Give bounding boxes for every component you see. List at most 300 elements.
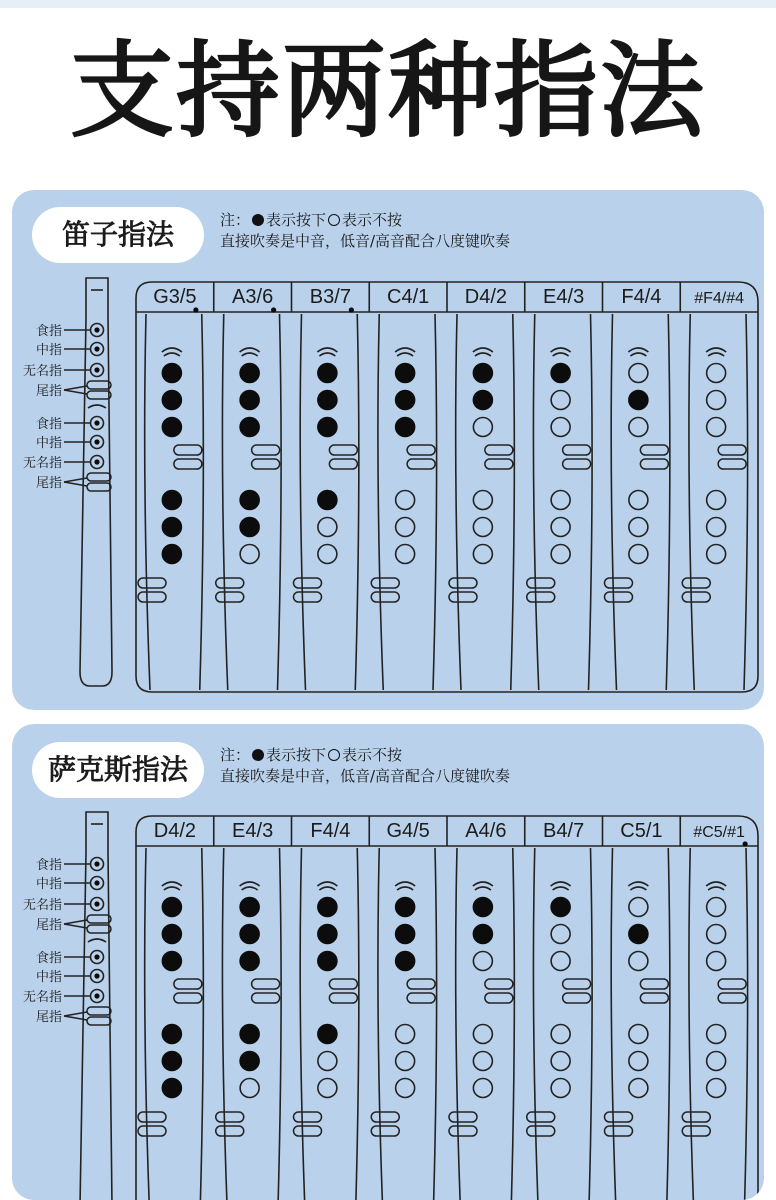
instrument-hole-center bbox=[95, 368, 99, 372]
pressed-hole bbox=[318, 1025, 337, 1044]
tube-left-edge bbox=[456, 314, 461, 690]
pressed-text: 表示按下 bbox=[266, 211, 327, 229]
pressed-hole bbox=[396, 925, 415, 944]
open-hole bbox=[707, 952, 726, 971]
open-hole bbox=[707, 518, 726, 537]
tube-right-edge bbox=[511, 848, 515, 1200]
column-note-label: A4/6 bbox=[465, 820, 507, 842]
low-key bbox=[527, 592, 555, 602]
pinky-key-oval bbox=[87, 915, 111, 923]
finger-label: 食指 bbox=[35, 858, 62, 873]
thumb-arc bbox=[706, 882, 726, 886]
pinky-key-oval bbox=[87, 925, 111, 933]
tube-left-edge bbox=[378, 848, 383, 1200]
thumb-arc bbox=[162, 882, 182, 886]
tube-left-edge bbox=[689, 314, 694, 690]
open-hole bbox=[473, 1052, 492, 1071]
pressed-hole bbox=[162, 1052, 181, 1071]
pressed-hole bbox=[396, 898, 415, 917]
tube-left-edge bbox=[533, 848, 538, 1200]
finger-label: 尾指 bbox=[35, 476, 62, 491]
tube-left-edge bbox=[456, 848, 461, 1200]
column-note-label: B3/7 bbox=[309, 286, 351, 308]
open-hole bbox=[473, 952, 492, 971]
pressed-hole bbox=[240, 391, 259, 410]
open-hole bbox=[473, 418, 492, 437]
pressed-hole bbox=[318, 391, 337, 410]
column-note-label: E4/3 bbox=[543, 286, 585, 308]
low-key bbox=[216, 578, 244, 588]
thumb-arc bbox=[551, 882, 571, 886]
pressed-hole bbox=[318, 491, 337, 510]
pinky-key bbox=[252, 993, 280, 1003]
instrument-hole-center bbox=[95, 328, 99, 332]
pressed-hole bbox=[240, 1025, 259, 1044]
tube-right-edge bbox=[744, 314, 748, 690]
pinky-key bbox=[329, 459, 357, 469]
open-hole bbox=[707, 1079, 726, 1098]
thumb-arc bbox=[628, 882, 648, 886]
pressed-hole bbox=[240, 898, 259, 917]
pinky-key bbox=[252, 445, 280, 455]
column-note-label: #F4/#4 bbox=[694, 290, 745, 307]
pressed-hole bbox=[162, 518, 181, 537]
pinky-key bbox=[485, 979, 513, 989]
pressed-hole bbox=[318, 364, 337, 383]
octave-note: 直接吹奏是中音，低音/高音配合八度键吹奏 bbox=[220, 232, 511, 250]
open-hole bbox=[551, 391, 570, 410]
octave-dot bbox=[272, 308, 276, 312]
open-hole bbox=[551, 491, 570, 510]
thumb-arc-inner bbox=[708, 353, 724, 356]
sax-fingering-panel bbox=[12, 724, 764, 1200]
pressed-hole bbox=[473, 925, 492, 944]
finger-label: 尾指 bbox=[35, 384, 62, 399]
leader-line bbox=[64, 386, 87, 390]
low-key bbox=[138, 1112, 166, 1122]
low-key bbox=[682, 578, 710, 588]
pressed-hole bbox=[396, 418, 415, 437]
low-key bbox=[449, 592, 477, 602]
octave-dot bbox=[350, 308, 354, 312]
pressed-hole bbox=[162, 1025, 181, 1044]
open-hole bbox=[707, 364, 726, 383]
column-note-label: A3/6 bbox=[232, 286, 274, 308]
thumb-arc-inner bbox=[553, 887, 569, 890]
low-key bbox=[527, 1112, 555, 1122]
tube-left-edge bbox=[611, 314, 616, 690]
pressed-hole bbox=[162, 418, 181, 437]
pinky-key bbox=[174, 993, 202, 1003]
open-hole bbox=[629, 1025, 648, 1044]
low-key bbox=[138, 578, 166, 588]
leader-line bbox=[64, 920, 87, 924]
low-key bbox=[371, 1126, 399, 1136]
open-hole bbox=[629, 491, 648, 510]
low-key bbox=[527, 1126, 555, 1136]
column-note-label: F4/4 bbox=[621, 286, 662, 308]
low-key bbox=[682, 1126, 710, 1136]
tube-left-edge bbox=[378, 314, 383, 690]
pinky-key bbox=[563, 993, 591, 1003]
column-note-label: G4/5 bbox=[386, 820, 430, 842]
thumb-arc bbox=[162, 348, 182, 352]
low-key bbox=[371, 1112, 399, 1122]
thumb-arc bbox=[395, 882, 415, 886]
thumb-arc-inner bbox=[164, 887, 180, 890]
pressed-hole bbox=[473, 898, 492, 917]
not-pressed-text: 表示不按 bbox=[342, 746, 403, 764]
open-hole bbox=[707, 391, 726, 410]
pressed-hole bbox=[162, 364, 181, 383]
thumb-arc-inner bbox=[319, 887, 335, 890]
tube-left-edge bbox=[222, 314, 227, 690]
top-strip bbox=[0, 0, 776, 8]
low-key bbox=[371, 578, 399, 588]
pinky-key bbox=[485, 459, 513, 469]
thumb-arc bbox=[395, 348, 415, 352]
open-hole bbox=[707, 418, 726, 437]
thumb-arc bbox=[473, 348, 493, 352]
thumb-arc bbox=[628, 348, 648, 352]
column-note-label: E4/3 bbox=[232, 820, 274, 842]
open-hole bbox=[551, 518, 570, 537]
tube-right-edge bbox=[355, 314, 359, 690]
open-hole bbox=[396, 491, 415, 510]
instrument-hole-center bbox=[95, 862, 99, 866]
thumb-arc bbox=[473, 882, 493, 886]
open-hole bbox=[629, 1052, 648, 1071]
tube-right-edge bbox=[666, 848, 670, 1200]
low-key bbox=[294, 1112, 322, 1122]
finger-label: 食指 bbox=[35, 951, 62, 966]
open-hole bbox=[707, 491, 726, 510]
tube-right-edge bbox=[589, 314, 593, 690]
tube-right-edge bbox=[200, 848, 204, 1200]
tube-left-edge bbox=[300, 314, 305, 690]
low-key bbox=[138, 592, 166, 602]
pinky-key bbox=[485, 993, 513, 1003]
finger-label: 中指 bbox=[35, 877, 62, 892]
open-hole bbox=[551, 1025, 570, 1044]
open-hole bbox=[629, 1079, 648, 1098]
low-key bbox=[294, 578, 322, 588]
open-hole bbox=[707, 1025, 726, 1044]
open-hole bbox=[473, 491, 492, 510]
octave-dot bbox=[194, 308, 198, 312]
open-hole bbox=[707, 1052, 726, 1071]
tube-left-edge bbox=[222, 848, 227, 1200]
pressed-hole bbox=[162, 925, 181, 944]
pressed-text: 表示按下 bbox=[266, 746, 327, 764]
tube-left-edge bbox=[533, 314, 538, 690]
chart-frame bbox=[136, 282, 758, 692]
pinky-key bbox=[640, 979, 668, 989]
pressed-hole bbox=[551, 364, 570, 383]
low-key bbox=[605, 578, 633, 588]
not-pressed-text: 表示不按 bbox=[342, 211, 403, 229]
note-prefix: 注： bbox=[220, 746, 251, 764]
open-hole bbox=[551, 1079, 570, 1098]
finger-label: 无名指 bbox=[22, 990, 62, 1005]
finger-label: 食指 bbox=[35, 417, 62, 432]
pinky-key bbox=[407, 979, 435, 989]
open-hole bbox=[473, 545, 492, 564]
pressed-hole bbox=[162, 952, 181, 971]
open-hole bbox=[396, 1025, 415, 1044]
open-hole bbox=[396, 545, 415, 564]
instrument-hole-center bbox=[95, 347, 99, 351]
pressed-hole bbox=[162, 391, 181, 410]
low-key bbox=[449, 1112, 477, 1122]
pinky-key bbox=[329, 993, 357, 1003]
pressed-hole bbox=[162, 1079, 181, 1098]
pressed-hole bbox=[162, 545, 181, 564]
open-hole bbox=[396, 1079, 415, 1098]
finger-label: 中指 bbox=[35, 343, 62, 358]
pressed-hole bbox=[240, 1052, 259, 1071]
open-hole bbox=[707, 925, 726, 944]
pinky-key-oval bbox=[87, 391, 111, 399]
pressed-hole bbox=[551, 898, 570, 917]
pressed-hole bbox=[240, 952, 259, 971]
octave-note: 直接吹奏是中音，低音/高音配合八度键吹奏 bbox=[220, 767, 511, 785]
thumb-arc bbox=[240, 348, 260, 352]
open-hole bbox=[240, 545, 259, 564]
pressed-hole bbox=[240, 925, 259, 944]
pinky-key-oval bbox=[87, 1017, 111, 1025]
pressed-hole bbox=[318, 952, 337, 971]
pinky-key bbox=[718, 459, 746, 469]
tube-right-edge bbox=[744, 848, 748, 1200]
pinky-key bbox=[563, 459, 591, 469]
pressed-hole bbox=[473, 391, 492, 410]
finger-label: 无名指 bbox=[22, 364, 62, 379]
thumb-arc-inner bbox=[630, 353, 646, 356]
pressed-hole bbox=[240, 491, 259, 510]
pressed-hole bbox=[318, 418, 337, 437]
panel-title: 萨克斯指法 bbox=[32, 742, 204, 798]
pinky-key bbox=[174, 445, 202, 455]
low-key bbox=[216, 1112, 244, 1122]
pinky-key bbox=[718, 445, 746, 455]
low-key bbox=[682, 1112, 710, 1122]
thumb-arc bbox=[88, 939, 106, 942]
low-key bbox=[527, 578, 555, 588]
open-hole bbox=[473, 518, 492, 537]
pressed-hole bbox=[629, 391, 648, 410]
thumb-arc bbox=[551, 348, 571, 352]
low-key bbox=[294, 592, 322, 602]
open-hole bbox=[551, 925, 570, 944]
pinky-key bbox=[407, 445, 435, 455]
tube-left-edge bbox=[145, 848, 150, 1200]
pressed-hole bbox=[318, 925, 337, 944]
instrument-hole-center bbox=[95, 902, 99, 906]
column-note-label: B4/7 bbox=[543, 820, 585, 842]
instrument-body bbox=[80, 278, 112, 686]
pressed-hole bbox=[162, 491, 181, 510]
pinky-key-oval bbox=[87, 1007, 111, 1015]
tube-right-edge bbox=[589, 848, 593, 1200]
low-key bbox=[294, 1126, 322, 1136]
pinky-key bbox=[407, 993, 435, 1003]
open-hole bbox=[629, 952, 648, 971]
thumb-arc-inner bbox=[242, 887, 258, 890]
pinky-key bbox=[252, 459, 280, 469]
open-hole bbox=[473, 1025, 492, 1044]
chart-frame bbox=[136, 816, 758, 1200]
open-hole bbox=[318, 1079, 337, 1098]
open-hole bbox=[240, 1079, 259, 1098]
pinky-key-oval bbox=[87, 473, 111, 481]
pinky-key bbox=[640, 445, 668, 455]
finger-label: 尾指 bbox=[35, 918, 62, 933]
thumb-arc-inner bbox=[164, 353, 180, 356]
column-note-label: C5/1 bbox=[620, 820, 663, 842]
note-prefix: 注： bbox=[220, 211, 251, 229]
open-hole bbox=[551, 418, 570, 437]
thumb-arc-inner bbox=[397, 887, 413, 890]
pressed-hole bbox=[396, 391, 415, 410]
thumb-arc bbox=[88, 405, 106, 408]
low-key bbox=[605, 1112, 633, 1122]
open-hole bbox=[629, 364, 648, 383]
pinky-key bbox=[485, 445, 513, 455]
pressed-hole bbox=[240, 518, 259, 537]
pinky-key bbox=[640, 459, 668, 469]
pinky-key-oval bbox=[87, 483, 111, 491]
pinky-key bbox=[174, 979, 202, 989]
pinky-key bbox=[563, 979, 591, 989]
low-key bbox=[605, 592, 633, 602]
low-key bbox=[449, 1126, 477, 1136]
low-key bbox=[138, 1126, 166, 1136]
tube-right-edge bbox=[200, 314, 204, 690]
thumb-arc-inner bbox=[553, 353, 569, 356]
instrument-hole-center bbox=[95, 421, 99, 425]
pressed-hole bbox=[240, 364, 259, 383]
pinky-key bbox=[718, 979, 746, 989]
tube-right-edge bbox=[433, 848, 437, 1200]
low-key bbox=[682, 592, 710, 602]
tube-left-edge bbox=[689, 848, 694, 1200]
tube-left-edge bbox=[145, 314, 150, 690]
instrument-hole-center bbox=[95, 974, 99, 978]
open-hole bbox=[629, 898, 648, 917]
low-key bbox=[216, 1126, 244, 1136]
page-title: 支持两种指法 bbox=[69, 30, 706, 152]
tube-right-edge bbox=[666, 314, 670, 690]
flute-fingering-panel bbox=[12, 190, 764, 710]
pressed-hole bbox=[240, 418, 259, 437]
instrument-hole-center bbox=[95, 994, 99, 998]
octave-dot bbox=[743, 842, 747, 846]
leader-line bbox=[64, 924, 87, 928]
finger-label: 无名指 bbox=[22, 456, 62, 471]
thumb-arc bbox=[240, 882, 260, 886]
low-key bbox=[371, 592, 399, 602]
instrument-hole-center bbox=[95, 460, 99, 464]
pressed-hole bbox=[162, 898, 181, 917]
tube-right-edge bbox=[433, 314, 437, 690]
thumb-arc-inner bbox=[708, 887, 724, 890]
column-note-label: G3/5 bbox=[153, 286, 197, 308]
pinky-key bbox=[718, 993, 746, 1003]
pinky-key-oval bbox=[87, 381, 111, 389]
thumb-arc-inner bbox=[630, 887, 646, 890]
thumb-arc-inner bbox=[397, 353, 413, 356]
finger-label: 无名指 bbox=[22, 898, 62, 913]
tube-right-edge bbox=[511, 314, 515, 690]
open-hole bbox=[318, 545, 337, 564]
leader-line bbox=[64, 390, 87, 394]
tube-right-edge bbox=[278, 848, 282, 1200]
finger-label: 中指 bbox=[35, 970, 62, 985]
open-hole bbox=[318, 1052, 337, 1071]
open-hole bbox=[396, 1052, 415, 1071]
instrument-hole-center bbox=[95, 955, 99, 959]
pinky-key bbox=[252, 979, 280, 989]
instrument-hole-center bbox=[95, 440, 99, 444]
open-hole bbox=[318, 518, 337, 537]
open-hole bbox=[629, 418, 648, 437]
open-hole bbox=[396, 518, 415, 537]
pinky-key bbox=[640, 993, 668, 1003]
tube-right-edge bbox=[355, 848, 359, 1200]
sax-fingering-chart bbox=[12, 724, 764, 1200]
open-hole bbox=[707, 898, 726, 917]
open-hole bbox=[629, 545, 648, 564]
pressed-hole bbox=[473, 364, 492, 383]
open-hole bbox=[551, 952, 570, 971]
column-note-label: C4/1 bbox=[387, 286, 430, 308]
pinky-key bbox=[563, 445, 591, 455]
thumb-arc-inner bbox=[475, 887, 491, 890]
pinky-key bbox=[329, 979, 357, 989]
pressed-hole bbox=[318, 898, 337, 917]
thumb-arc-inner bbox=[319, 353, 335, 356]
low-key bbox=[605, 1126, 633, 1136]
finger-label: 中指 bbox=[35, 436, 62, 451]
pressed-hole bbox=[629, 925, 648, 944]
thumb-arc-inner bbox=[242, 353, 258, 356]
flute-fingering-chart bbox=[12, 190, 764, 710]
pinky-key bbox=[174, 459, 202, 469]
thumb-arc bbox=[317, 882, 337, 886]
tube-right-edge bbox=[278, 314, 282, 690]
pinky-key bbox=[329, 445, 357, 455]
open-hole bbox=[629, 518, 648, 537]
low-key bbox=[216, 592, 244, 602]
tube-left-edge bbox=[611, 848, 616, 1200]
pinky-key bbox=[407, 459, 435, 469]
panel-title: 笛子指法 bbox=[32, 207, 204, 263]
open-hole bbox=[551, 545, 570, 564]
pressed-hole bbox=[396, 364, 415, 383]
column-note-label: D4/2 bbox=[153, 820, 196, 842]
tube-left-edge bbox=[300, 848, 305, 1200]
thumb-arc bbox=[706, 348, 726, 352]
column-note-label: #C5/#1 bbox=[693, 824, 745, 841]
finger-label: 尾指 bbox=[35, 1010, 62, 1025]
low-key bbox=[449, 578, 477, 588]
thumb-arc bbox=[317, 348, 337, 352]
pressed-hole bbox=[396, 952, 415, 971]
instrument-hole-center bbox=[95, 881, 99, 885]
finger-label: 食指 bbox=[35, 324, 62, 339]
open-hole bbox=[551, 1052, 570, 1071]
